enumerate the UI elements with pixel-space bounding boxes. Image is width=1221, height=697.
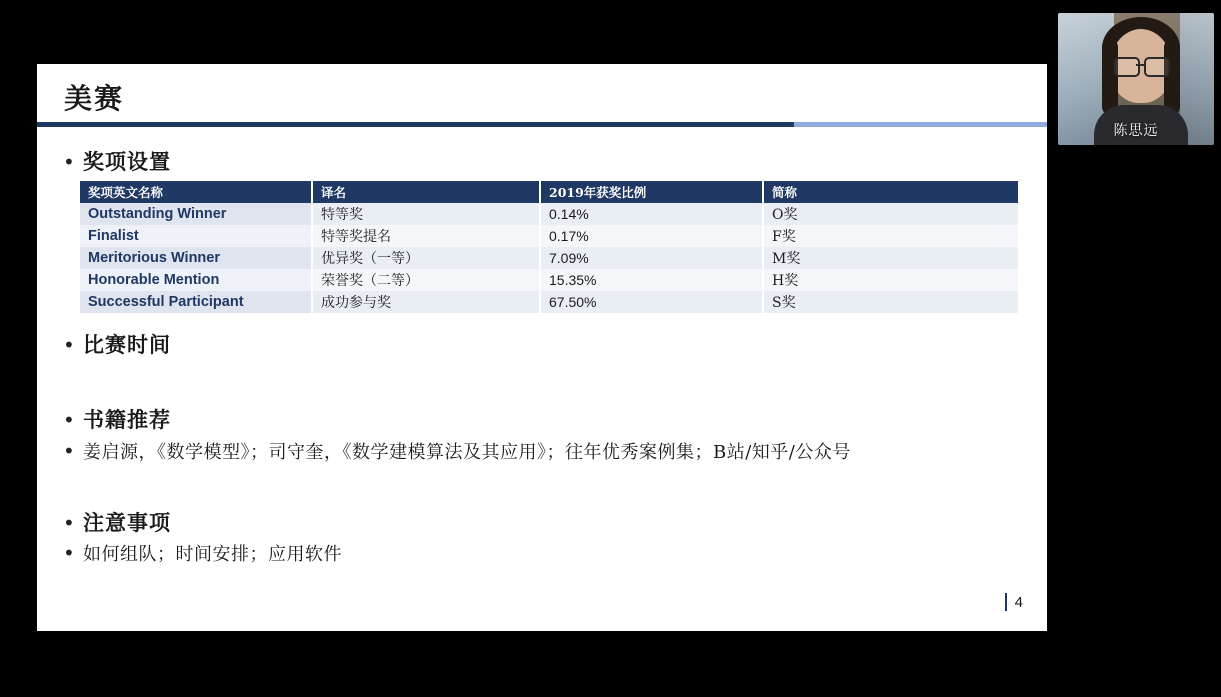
participant-video-tile[interactable] (1058, 13, 1214, 145)
table-row (80, 203, 1018, 225)
bullet-notes-label: 注意事项 (83, 510, 171, 535)
table-cell-abbreviation: H奖 (763, 269, 1018, 291)
table-cell-translation: 特等奖提名 (312, 225, 540, 247)
slide-title: 美赛 (64, 82, 125, 115)
bullet-dot-icon: • (63, 150, 75, 174)
glasses-lens-right (1144, 57, 1170, 77)
bullet-dot-icon: • (63, 511, 75, 535)
table-header-cell-2: 2019年获奖比例 (540, 181, 763, 203)
table-cell-translation: 荣誉奖（二等） (312, 269, 540, 291)
table-header-row (80, 181, 1018, 203)
bullet-book-recommendations-label: 书籍推荐 (83, 407, 171, 432)
table-row (80, 291, 1018, 313)
table-cell-award-name: Honorable Mention (80, 269, 312, 291)
presentation-slide (37, 64, 1047, 631)
bullet-notes-detail (63, 540, 342, 566)
bullet-dot-icon: • (63, 408, 75, 432)
slide-footer (1005, 593, 1023, 611)
table-cell-ratio: 7.09% (540, 247, 763, 269)
table-header-cell-3: 简称 (763, 181, 1018, 203)
bullet-book-list-label: 姜启源，《数学模型》；司守奎，《数学建模算法及其应用》；往年优秀案例集；B站/知乎/公众号 (83, 442, 851, 463)
table-cell-ratio: 0.17% (540, 225, 763, 247)
table-cell-award-name: Outstanding Winner (80, 203, 312, 225)
table-row (80, 247, 1018, 269)
bullet-dot-icon: • (63, 333, 75, 357)
table-cell-translation: 特等奖 (312, 203, 540, 225)
bullet-book-recommendations (63, 404, 171, 434)
participant-name-label: 陈思远 (1113, 123, 1159, 139)
table-header-cell-1: 译名 (312, 181, 540, 203)
bullet-awards-label: 奖项设置 (83, 149, 171, 174)
title-underline-dark (37, 122, 794, 127)
table-cell-abbreviation: F奖 (763, 225, 1018, 247)
table-cell-abbreviation: M奖 (763, 247, 1018, 269)
title-underline-light (794, 122, 1047, 127)
bullet-book-list (63, 438, 851, 464)
table-cell-award-name: Meritorious Winner (80, 247, 312, 269)
table-header-cell-0: 奖项英文名称 (80, 181, 312, 203)
bullet-contest-time-label: 比赛时间 (83, 332, 171, 357)
page-number: 4 (1014, 593, 1023, 611)
table-cell-abbreviation: S奖 (763, 291, 1018, 313)
person-hair-right (1164, 39, 1180, 115)
table-row (80, 225, 1018, 247)
bullet-notes (63, 507, 171, 537)
glasses-lens-left (1114, 57, 1140, 77)
table-cell-ratio: 0.14% (540, 203, 763, 225)
table-cell-abbreviation: O奖 (763, 203, 1018, 225)
table-cell-ratio: 67.50% (540, 291, 763, 313)
bullet-dot-icon: • (63, 439, 75, 463)
bullet-contest-time (63, 329, 171, 359)
page-number-tick (1005, 593, 1007, 611)
table-cell-award-name: Finalist (80, 225, 312, 247)
table-row (80, 269, 1018, 291)
award-table (80, 181, 1018, 313)
bullet-notes-detail-label: 如何组队；时间安排；应用软件 (83, 544, 342, 565)
glasses-bridge (1136, 64, 1144, 66)
person-hair-left (1102, 39, 1118, 115)
bullet-awards (63, 146, 171, 176)
table-cell-ratio: 15.35% (540, 269, 763, 291)
table-cell-translation: 优异奖（一等） (312, 247, 540, 269)
table-cell-translation: 成功参与奖 (312, 291, 540, 313)
table-cell-award-name: Successful Participant (80, 291, 312, 313)
bullet-dot-icon: • (63, 541, 75, 565)
